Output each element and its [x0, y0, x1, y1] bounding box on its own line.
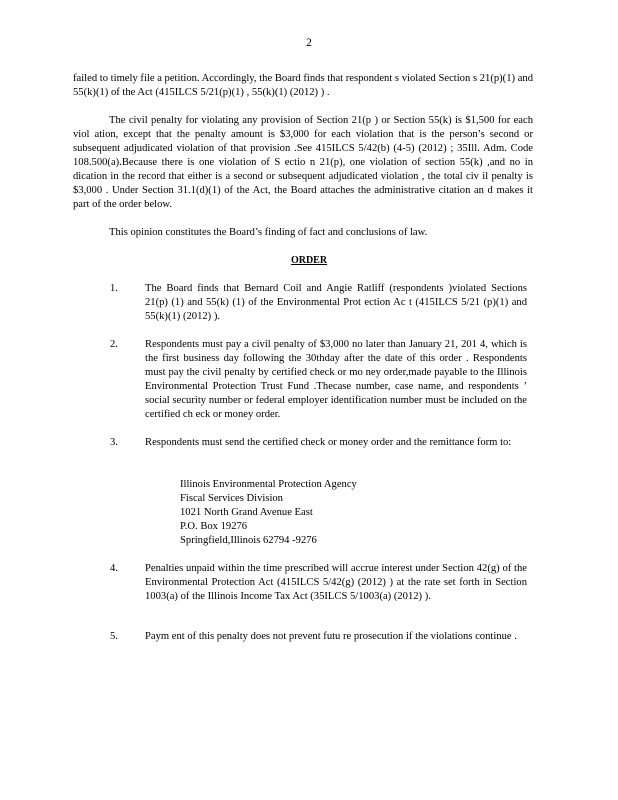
address-line-street: 1021 North Grand Avenue East [180, 507, 313, 518]
address-line-city: Springfield,Illinois 62794 -9276 [180, 535, 317, 546]
order-item-number: 5. [110, 631, 118, 642]
order-item-text: The Board finds that Bernard Coil and Angie Ratliff (respondents )violated Sections 21(p) (1) and 55(k) (1) of the Environmental Prot ection Ac t (415ILCS 5/21 (p)(1) and 55(k)(1) (2012) ). [145, 283, 527, 322]
address-line-agency: Illinois Environmental Protection Agency [180, 479, 357, 490]
order-item-number: 1. [110, 283, 118, 294]
order-item-number: 2. [110, 339, 118, 350]
order-item-text: Respondents must send the certified check or money order and the remittance form to: [145, 437, 512, 448]
paragraph-opinion-statement: This opinion constitutes the Board’s finding of fact and conclusions of law. [109, 227, 428, 238]
order-item-text: Penalties unpaid within the time prescribed will accrue interest under Section 42(g) of the Environmental Protection Act (415ILCS 5/42(g) (2012) ) at the rate set forth in Section 1003(a) of the Illinois Income Tax Act (35ILCS 5/1003(a) (2012) ). [145, 563, 527, 602]
page-number: 2 [306, 37, 312, 49]
order-item-text: Paym ent of this penalty does not prevent futu re prosecution if the violations continue . [145, 631, 517, 642]
address-line-division: Fiscal Services Division [180, 493, 283, 504]
order-item-number: 3. [110, 437, 118, 448]
address-line-po-box: P.O. Box 19276 [180, 521, 248, 532]
order-item-number: 4. [110, 563, 118, 574]
order-item-text: Respondents must pay a civil penalty of $3,000 no later than January 21, 201 4, which is the first business day following the 30thday after the date of this order . Respondents must pay the civil penalty by certified check or mo ney order,made payable to the Illinois Environmental Protection Trust Fund .Thecase number, case name, and respondents ’ social security number or federal employer identification number must be included on the certified ch eck or money order. [145, 339, 527, 420]
remittance-address [180, 478, 357, 548]
order-heading [0, 254, 618, 268]
order-heading-text: ORDER [290, 255, 328, 266]
paragraph-civil-penalty: The civil penalty for violating any provision of Section 21(p ) or Section 55(k) is $1,500 for each viol ation, except that the penalty amount is $3,000 for each violation that is the person’s second or subsequent adjudicated violation of that provision .See 415ILCS 5/42(b) (4-5) (2012) ; 35Ill. Adm. Code 108.500(a).Because there is one violation of S ectio n 21(p), one violation of section 55(k) ,and no in dication in the record that either is a second or subsequent adjudicated violation , the total civ il penalty is $3,000 . Under Section 31.1(d)(1) of the Act, the Board attaches the administrative citation an d makes it part of the order below. [73, 115, 533, 210]
paragraph-penalty-finding: failed to timely file a petition. Accordingly, the Board finds that respondent s violated Section s 21(p)(1) and 55(k)(1) of the Act (415ILCS 5/21(p)(1) , 55(k)(1) (2012) ) . [73, 73, 533, 98]
